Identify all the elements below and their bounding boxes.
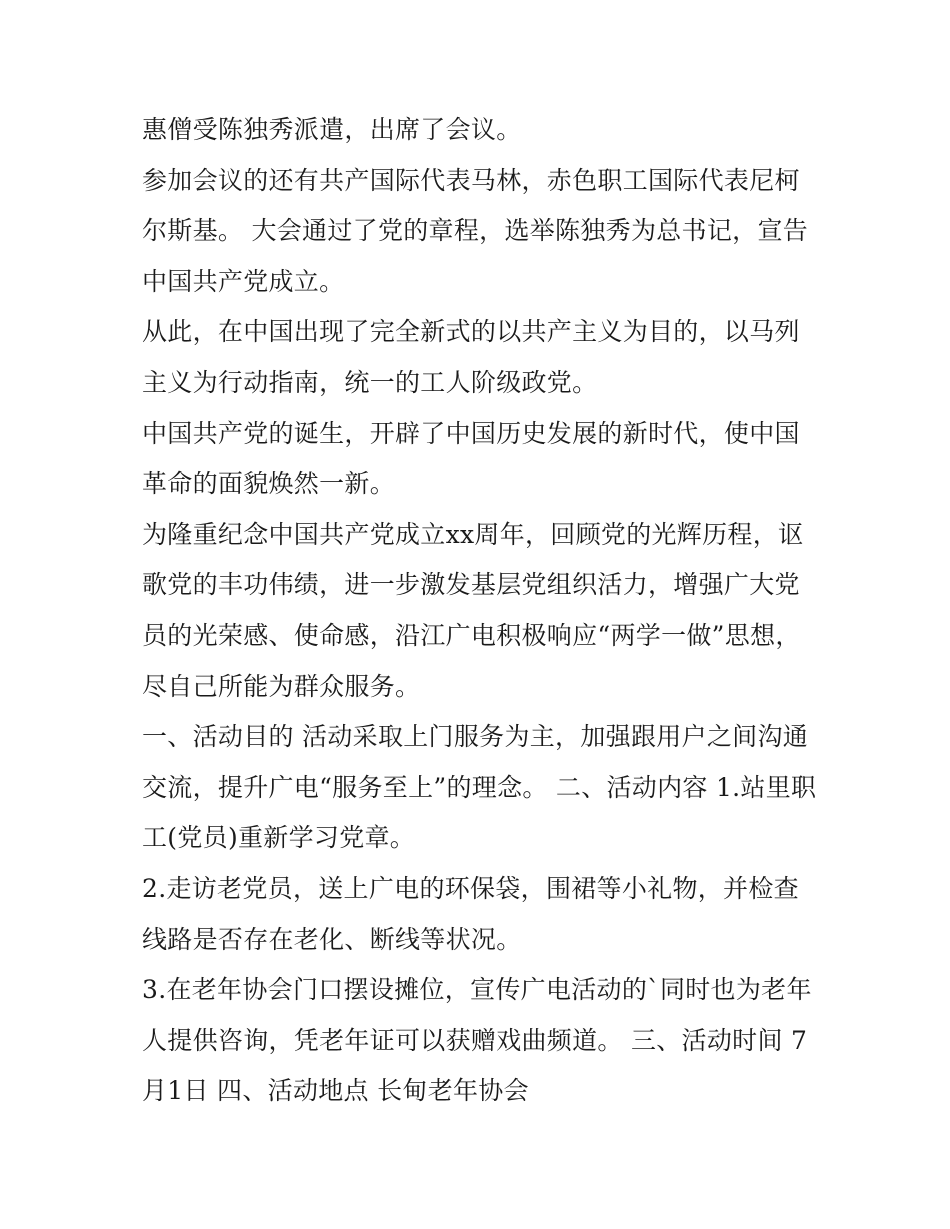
paragraph-7: 2.走访老党员，送上广电的环保袋，围裙等小礼物，并检查线路是否存在老化、断线等状况。 [142, 873, 799, 954]
paragraph-2: 参加会议的还有共产国际代表马林，赤色职工国际代表尼柯尔斯基。 大会通过了党的章程，选举陈独秀为总书记，宣告中国共产党成立。 [142, 165, 809, 296]
paragraph-5: 为隆重纪念中国共产党成立xx周年，回顾党的光辉历程，讴歌党的丰功伟绩，进一步激发基层党组织活力，增强广大党员的光荣感、使命感，沿江广电积极响应“两学一做”思想，尽自己所能为群众服务。 [142, 519, 804, 701]
document-body [142, 105, 822, 1117]
paragraph-1: 惠僧受陈独秀派遣，出席了会议。 [142, 115, 522, 144]
paragraph-6: 一、活动目的 活动采取上门服务为主，加强跟用户之间沟通交流，提升广电“服务至上”的理念。 二、活动内容 1.站里职工(党员)重新学习党章。 [142, 722, 817, 853]
paragraph-8: 3.在老年协会门口摆设摊位，宣传广电活动的`同时也为老年人提供咨询，凭老年证可以获赠戏曲频道。 三、活动时间 7月1日 四、活动地点 长甸老年协会 [142, 975, 812, 1106]
paragraph-3: 从此，在中国出现了完全新式的以共产主义为目的，以马列主义为行动指南，统一的工人阶级政党。 [142, 317, 800, 397]
paragraph-4: 中国共产党的诞生，开辟了中国历史发展的新时代，使中国革命的面貌焕然一新。 [142, 418, 800, 499]
